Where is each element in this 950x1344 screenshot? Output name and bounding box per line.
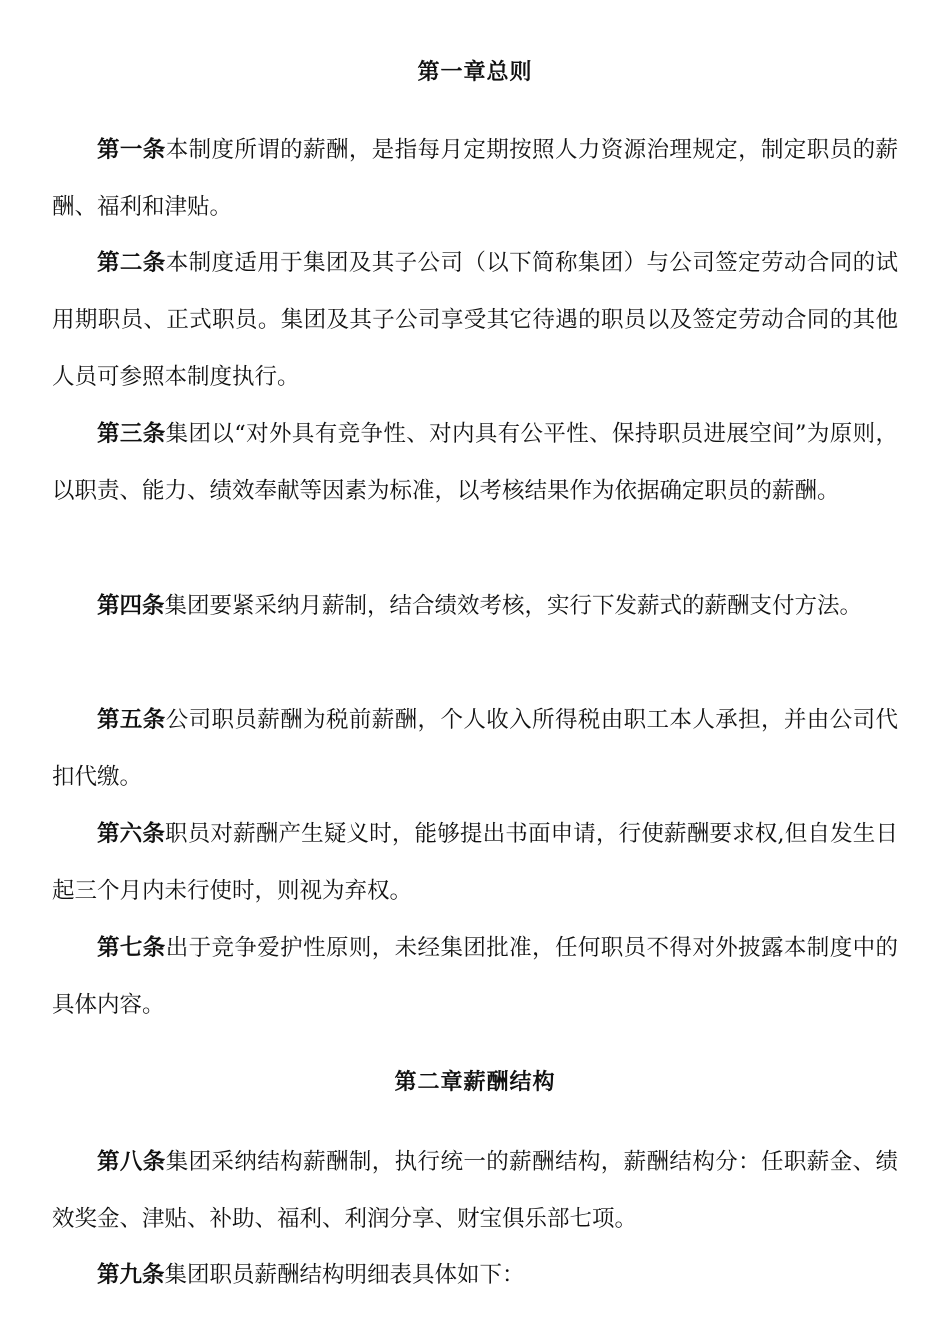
article-text: 本制度所谓的薪酬，是指每月定期按照人力资源治理规定，制定职员的薪酬、福利和津贴。 [52, 137, 898, 220]
article-7 [52, 920, 898, 1034]
article-text: 集团职员薪酬结构明细表具体如下： [164, 1262, 525, 1288]
article-2 [52, 235, 898, 406]
article-text: 集团要紧采纳月薪制，结合绩效考核，实行下发薪式的薪酬支付方法。 [164, 593, 863, 619]
article-8 [52, 1134, 898, 1248]
article-number: 第六条 [97, 821, 166, 847]
article-9 [52, 1247, 898, 1304]
article-text: 公司职员薪酬为税前薪酬，个人收入所得税由职工本人承担，并由公司代扣代缴。 [52, 707, 898, 790]
article-text: 本制度适用于集团及其子公司（以下简称集团）与公司签定劳动合同的试用期职员、正式职员。集团及其子公司享受其它待遇的职员以及签定劳动合同的其他人员可参照本制度执行。 [52, 250, 898, 390]
article-1 [52, 122, 898, 236]
article-number: 第一条 [97, 137, 166, 163]
article-text: 集团采纳结构薪酬制，执行统一的薪酬结构，薪酬结构分：任职薪金、绩效奖金、津贴、补助、福利、利润分享、财宝俱乐部七项。 [52, 1149, 898, 1232]
article-number: 第八条 [97, 1149, 166, 1175]
article-5 [52, 692, 898, 806]
chapter-title: 第二章薪酬结构 [394, 1070, 556, 1095]
article-text: 集团以“对外具有竞争性、对内具有公平性、保持职员进展空间”为原则，以职责、能力、绩效奉献等因素为标准，以考核结果作为依据确定职员的薪酬。 [52, 421, 898, 504]
article-number: 第五条 [97, 707, 166, 733]
article-number: 第三条 [97, 421, 166, 447]
article-4 [52, 578, 898, 635]
article-text: 职员对薪酬产生疑义时，能够提出书面申请，行使薪酬要求权,但自发生日起三个月内未行使时，则视为弃权。 [52, 821, 898, 904]
article-number: 第四条 [97, 593, 165, 619]
article-text: 出于竞争爱护性原则，未经集团批准，任何职员不得对外披露本制度中的具体内容。 [52, 935, 898, 1018]
article-number: 第九条 [97, 1262, 165, 1288]
article-6 [52, 806, 898, 920]
article-number: 第七条 [97, 935, 166, 961]
chapter-title: 第一章总则 [417, 60, 533, 85]
article-3 [52, 406, 898, 520]
article-number: 第二条 [97, 250, 166, 276]
